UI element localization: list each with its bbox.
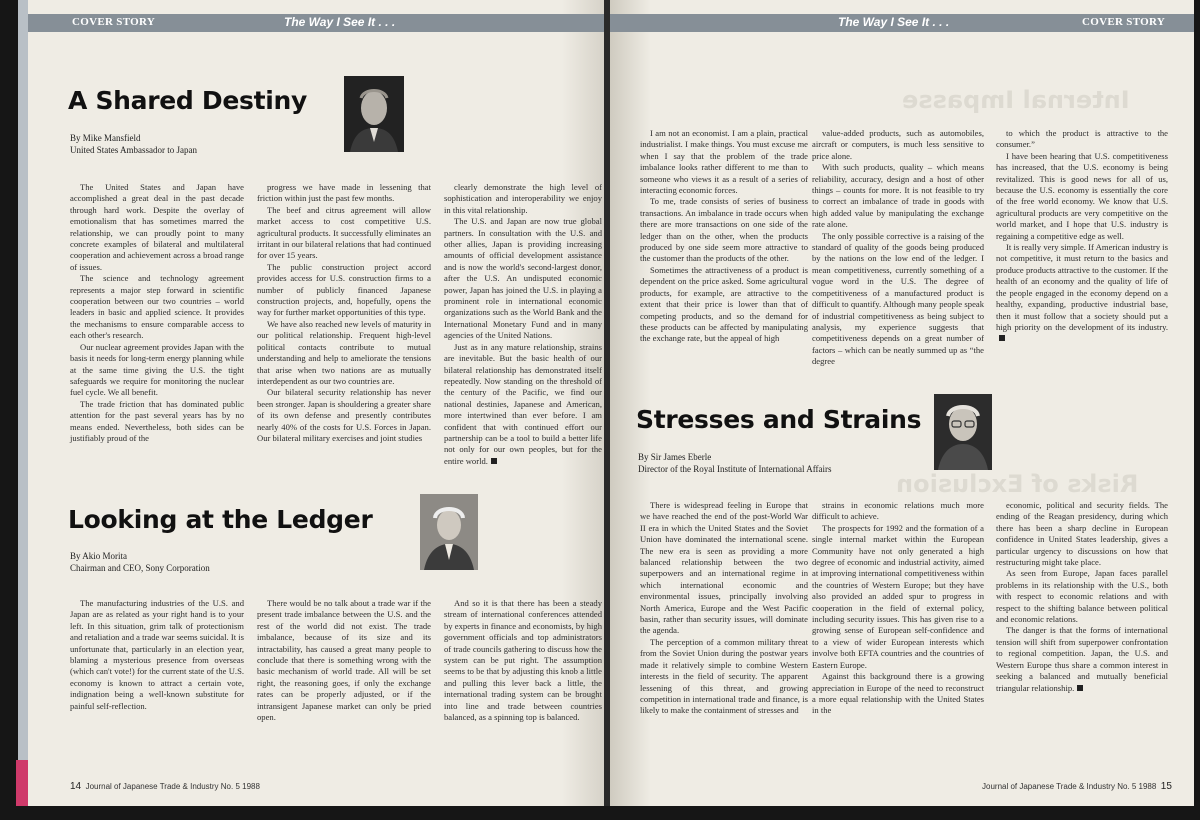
article-paragraph: The beef and citrus agreement will allow market access to cost competitive U.S. agricultural products. It successfully eliminates an irritant in our bilateral relations that had continued for over 15 years. <box>257 204 431 261</box>
article-paragraph: And so it is that there has been a steady stream of international conferences attended by experts in finance and economists, by high government officials and top administrators of trade councils gathering to discuss how the system can be put right. The assumption seems to be that by adjusting this knob a little and pulling this lever back a little, the international trading system can be brought into line and trade between countries balanced, as a spinning top is balanced. <box>444 598 602 723</box>
article-byline <box>638 451 928 475</box>
article-byline <box>70 132 330 156</box>
article-column <box>70 598 244 712</box>
author-portrait-eberle <box>934 394 992 470</box>
article-paragraph: Our nuclear agreement provides Japan with the basis it needs for long-term energy planning while at the same time giving the U.S. the tight safeguards we require for monitoring the nuclear fuel cycle. We all benefit. <box>70 341 244 398</box>
article-paragraph: I am not an economist. I am a plain, practical industrialist. I make things. You must excuse me when I say that the problem of the trade imbalance looks rather different to me than to someone who views it as a result of a series of interacting economic forces. <box>640 128 808 196</box>
left-folio <box>70 781 260 792</box>
portrait-image <box>420 494 478 570</box>
right-header-bar <box>610 14 1194 32</box>
article-column <box>444 598 602 723</box>
article-paragraph: to which the product is attractive to the consumer.” <box>996 128 1168 150</box>
left-header-cover-story: COVER STORY <box>72 16 156 28</box>
article-paragraph: There is widespread feeling in Europe that we have reached the end of the post-World War II era in which the United States and the Soviet Union have dominated the international scene. The new era is seen as providing a more balanced relationship between the two superpowers and an international regime in which international economic and environmental issues, principally involving North America, Europe and the West Pacific basin, rather than security issues, will dominate the agenda. <box>640 500 808 636</box>
article-paragraph: Against this background there is a growing appreciation in Europe of the need to reconstruct a more equal relationship with the United States in the <box>812 671 984 716</box>
article-paragraph: The U.S. and Japan are now true global partners. In consultation with the U.S. and other allies, Japan is providing increasing amounts of official development assistance and is now the world's second-largest donor, after the U.S. An undisputed economic power, Japan has joined the U.S. in playing a prominent role in international economic organizations such as the World Bank and the International Monetary Fund and in many agencies of the United Nations. <box>444 216 602 341</box>
left-page <box>28 0 608 806</box>
article-paragraph: The trade friction that has dominated public attention for the past several years has by no means ended. Nevertheless, both sides can be justifiably proud of the <box>70 398 244 443</box>
article-paragraph: The perception of a common military threat from the Soviet Union during the postwar years made it relatively simple to combine Western interests in the field of security. The apparent lessening of this threat, and growing competition in international trade and finance, is likely to make the containment of stresses and <box>640 636 808 716</box>
article-paragraph: progress we have made in lessening that friction within just the past few months. <box>257 182 431 204</box>
article-paragraph: The prospects for 1992 and the formation of a single internal market within the European Community have not only generated a high degree of economic and industrial activity, aimed at improving international competitiveness within the countries of Western Europe; but they have also provided an added spur to progress in cooperation in the field of external policy, including security issues. This has given rise to a growing sense of European self-confidence and to a view of wider European interests which involve both EFTA countries and the countries of Eastern Europe. <box>812 522 984 670</box>
end-of-article-icon <box>1077 685 1083 691</box>
author-portrait-morita <box>420 494 478 570</box>
article-title: Stresses and Strains <box>636 405 922 434</box>
article-paragraph: The United States and Japan have accomplished a great deal in the past decade through hard work. Despite the overlay of emotionalism that has sometimes marred the relationship, we can proudly point to many concrete examples of bilateral and multilateral cooperation and achievement across a broad range of issues. <box>70 182 244 272</box>
page-number: 14 <box>70 781 82 792</box>
right-header-cover-story: COVER STORY <box>1082 16 1166 28</box>
right-header-way-i-see-it: The Way I See It . . . <box>838 15 950 29</box>
article-column <box>812 500 984 717</box>
author-name: By Mike Mansfield <box>70 133 141 143</box>
article-paragraph: The manufacturing industries of the U.S. and Japan are as related as your right hand is to your left. In this situation, grim talk of protectionism and retaliation and a trade war seems suicidal. It is unfortunate that, particularly in an election year, blaming a mysterious presence from overseas (which can't vote!) for the current state of the U.S. economy is known to attract a certain vote, indignation being a well-known substitute for painful self-reflection. <box>70 598 244 711</box>
article-column <box>996 128 1168 345</box>
article-paragraph: There would be no talk about a trade war if the present trade imbalance between the U.S. and the rest of the world did not exist. The trade imbalance, because of its size and its intractability, has caused a great many people to conclude that there is something wrong with the basic mechanism of world trade. All will be set right, the reasoning goes, if only the exchange rates can be properly adjusted, or if the intransigent Japanese market can only be pried open. <box>257 598 431 723</box>
article-paragraph: As seen from Europe, Japan faces parallel problems in its relationship with the U.S., both with respect to economic relations and with respect to the shifting balance between political and economic relations. <box>996 568 1168 625</box>
end-of-article-icon <box>999 335 1005 341</box>
portrait-image <box>934 394 992 470</box>
article-paragraph: The science and technology agreement represents a major step forward in scientific cooperation between our two countries – world leaders in basic and applied science. It provides the mechanisms to ensure comparable access to each other's research. <box>70 273 244 341</box>
article-paragraph: The danger is that the forms of international tension will shift from superpower confrontation to regional competition. Japan, the U.S. and Western Europe thus share a common interest in seeking a balanced and mutually beneficial triangular relationship. <box>996 625 1168 693</box>
article-column <box>444 182 602 467</box>
article-paragraph: value-added products, such as automobiles, aircraft or computers, is much less sensitive to price alone. <box>812 128 984 161</box>
left-header-way-i-see-it: The Way I See It . . . <box>284 15 396 29</box>
right-folio <box>982 781 1172 792</box>
article-paragraph: strains in economic relations much more difficult to achieve. <box>812 500 984 522</box>
article-title: A Shared Destiny <box>68 86 308 115</box>
right-page <box>610 0 1194 806</box>
article-paragraph: With such products, quality – which means reliability, accuracy, design and a host of other things – counts for more. It is not feasible to try to correct an imbalance of trade in goods with high added value by manipulating the exchange rate alone. <box>812 162 984 230</box>
author-role: Chairman and CEO, Sony Corporation <box>70 563 210 573</box>
article-paragraph: Just as in any mature relationship, strains are inevitable. But the basic health of our bilateral relationship has demonstrated itself repeatedly. Now standing on the threshold of the century of the Pacific, we find our national destinies, Japanese and American, more intertwined than ever before. I am confident that with continued effort our partnership can be a tool to build a better life not only for our own peoples, but for the entire world. <box>444 341 602 466</box>
article-column <box>257 598 431 723</box>
show-through-text: Risks of Exclusion <box>896 470 1139 498</box>
article-paragraph: Sometimes the attractiveness of a product is dependent on the price asked. Some agricultural products, for example, are attractive to the extent that their price is lower than that of competing products, and so the demand for these products can be affected by manipulating the exchange rate, but the appeal of high <box>640 264 808 344</box>
article-paragraph: To me, trade consists of series of business transactions. An imbalance in trade occurs when there are more transactions on one side of the ledger than on the other, when the products produced by one side seem more attractive to the customer than the products of the other. <box>640 196 808 264</box>
article-column <box>257 182 431 444</box>
left-header-bar <box>28 14 608 32</box>
article-column <box>640 500 808 717</box>
article-paragraph: clearly demonstrate the high level of sophistication and interoperability we enjoy in this vital relationship. <box>444 182 602 215</box>
article-paragraph: The only possible corrective is a raising of the standard of quality of the goods being produced by the nations on the low end of the ledger. I mean competitiveness, currently something of a vogue word in the U.S. The degree of competitiveness of a manufactured product is difficult to quantify. Although many people speak of industrial competitiveness as being subject to analysis, my experience suggests that competitiveness depends on a great number of factors – which can be neatly summed up as “the degree <box>812 230 984 367</box>
end-of-article-icon <box>491 458 497 464</box>
page-number: 15 <box>1160 781 1172 792</box>
article-byline <box>70 550 370 574</box>
article-paragraph: economic, political and security fields. The ending of the Reagan presidency, during which there has been a sharp decline in European confidence in United States leadership, gives a particular urgency to discussions on how that restructuring might take place. <box>996 500 1168 568</box>
article-column <box>640 128 808 345</box>
article-title: Looking at the Ledger <box>68 505 373 534</box>
author-role: Director of the Royal Institute of International Affairs <box>638 464 832 474</box>
journal-name: Journal of Japanese Trade & Industry No. 5 1988 <box>982 782 1157 791</box>
author-role: United States Ambassador to Japan <box>70 145 197 155</box>
article-column <box>812 128 984 368</box>
journal-name: Journal of Japanese Trade & Industry No. 5 1988 <box>85 782 260 791</box>
article-paragraph: We have also reached new levels of maturity in our political relationship. Frequent high-level political contacts contribute to mutual understanding and help to ameliorate the tensions that arise when two nations are as mutually interdependent as our two countries are. <box>257 318 431 386</box>
portrait-image <box>344 76 404 152</box>
author-portrait-mansfield <box>344 76 404 152</box>
author-name: By Sir James Eberle <box>638 452 712 462</box>
article-column <box>996 500 1168 694</box>
author-name: By Akio Morita <box>70 551 128 561</box>
article-paragraph: I have been hearing that U.S. competitiveness has increased, that the U.S. economy is being revitalized. This is good news for all of us, because the U.S. economy is essentially the core of the free world economy. We know that U.S. agricultural products are very competitive on the world market, and I hope that U.S. industry is regaining a competitive edge as well. <box>996 150 1168 241</box>
article-paragraph: It is really very simple. If American industry is not competitive, it must return to the basics and produce products attractive to the customer. If the health of an economy and the quality of life of the people engaged in the economy depend on a healthy, expanding, productive industrial base, then it must follow that a society should put a high priority on the development of its industry. <box>996 242 1168 345</box>
article-paragraph: Our bilateral security relationship has never been stronger. Japan is shouldering a greater share of its own defense and presently contributes nearly 40% of the costs for U.S. Forces in Japan. Our bilateral military exercises and joint studies <box>257 387 431 443</box>
show-through-text: Internal Impasse <box>902 86 1130 114</box>
article-paragraph: The public construction project accord provides access for U.S. construction firms to a number of publicly financed Japanese construction projects, and, hopefully, opens the way for further market opportunities of this type. <box>257 261 431 318</box>
article-column <box>70 182 244 444</box>
